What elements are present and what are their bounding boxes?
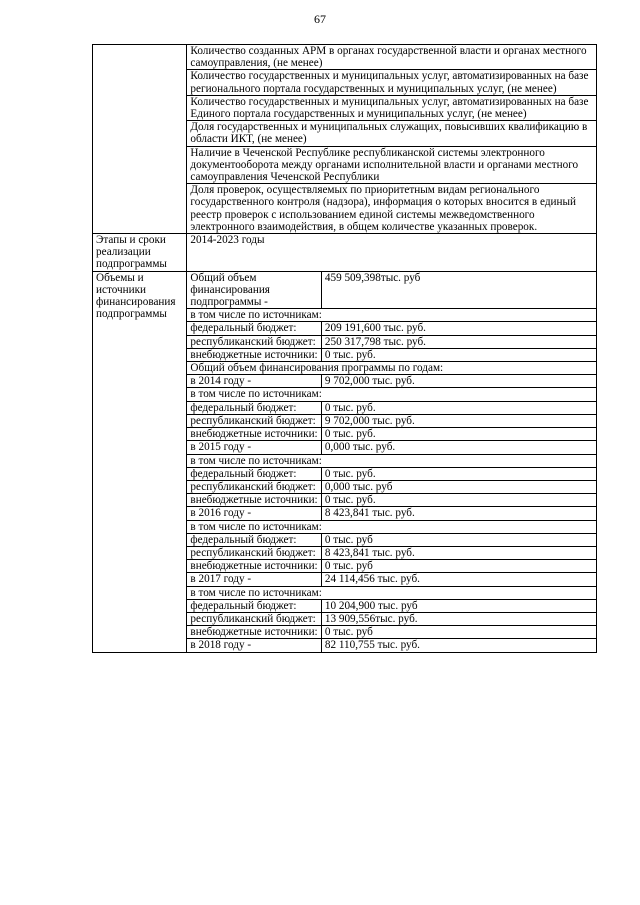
row-label: Общий объем финансирования подпрограммы - bbox=[187, 271, 321, 309]
stages-row bbox=[93, 234, 597, 272]
indicator-text: Доля проверок, осуществляемых по приоритетным видам регионального государственного контроля (надзора), информация о которых вносится в единый реестр проверок с использованием единой системы межведомственного электронного взаимодействия, в общем количестве указанных проверок. bbox=[187, 184, 597, 234]
row-value: 0 тыс. руб. bbox=[321, 401, 596, 414]
row-value: 9 702,000 тыс. руб. bbox=[321, 375, 596, 388]
row-label: в 2017 году - bbox=[187, 573, 321, 586]
row-value: 0 тыс. руб. bbox=[321, 467, 596, 480]
row-value: 10 204,900 тыс. руб bbox=[321, 599, 596, 612]
indicator-row bbox=[93, 45, 597, 70]
row-label: внебюджетные источники: bbox=[187, 626, 321, 639]
row-label: внебюджетные источники: bbox=[187, 560, 321, 573]
table-body bbox=[93, 45, 597, 653]
funding-label: Объемы и источники финансирования подпрограммы bbox=[93, 271, 187, 652]
stages-label: Этапы и сроки реализации подпрограммы bbox=[93, 234, 187, 272]
row-value: 0 тыс. руб. bbox=[321, 494, 596, 507]
row-value: 13 909,556тыс. руб. bbox=[321, 612, 596, 625]
section-header: в том числе по источникам: bbox=[187, 454, 597, 467]
empty-label-cell bbox=[93, 45, 187, 234]
row-label: республиканский бюджет: bbox=[187, 480, 321, 493]
row-label: федеральный бюджет: bbox=[187, 322, 321, 335]
row-label: в 2014 году - bbox=[187, 375, 321, 388]
indicator-text: Количество созданных АРМ в органах государственной власти и органах местного самоуправления, (не менее) bbox=[187, 45, 597, 70]
indicator-text: Наличие в Чеченской Республике республиканской системы электронного документооборота между органами исполнительной власти и органами местного самоуправления Чеченской Республики bbox=[187, 146, 597, 184]
row-label: республиканский бюджет: bbox=[187, 335, 321, 348]
row-label: федеральный бюджет: bbox=[187, 401, 321, 414]
row-label: в 2015 году - bbox=[187, 441, 321, 454]
row-value: 8 423,841 тыс. руб. bbox=[321, 546, 596, 559]
row-label: республиканский бюджет: bbox=[187, 612, 321, 625]
row-value: 0,000 тыс. руб bbox=[321, 480, 596, 493]
row-value: 0 тыс. руб bbox=[321, 626, 596, 639]
row-label: внебюджетные источники: bbox=[187, 494, 321, 507]
section-header: Общий объем финансирования программы по годам: bbox=[187, 362, 597, 375]
row-value: 24 114,456 тыс. руб. bbox=[321, 573, 596, 586]
row-value: 209 191,600 тыс. руб. bbox=[321, 322, 596, 335]
row-label: в 2016 году - bbox=[187, 507, 321, 520]
section-header: в том числе по источникам: bbox=[187, 309, 597, 322]
indicator-text: Количество государственных и муниципальных услуг, автоматизированных на базе регионального портала государственных и муниципальных услуг, (не менее) bbox=[187, 70, 597, 95]
page-number: 67 bbox=[314, 12, 326, 26]
section-header: в том числе по источникам: bbox=[187, 388, 597, 401]
row-value: 0 тыс. руб bbox=[321, 533, 596, 546]
row-value: 9 702,000 тыс. руб. bbox=[321, 414, 596, 427]
passport-table bbox=[92, 44, 597, 653]
row-value: 0 тыс. руб bbox=[321, 560, 596, 573]
row-label: федеральный бюджет: bbox=[187, 533, 321, 546]
indicator-text: Количество государственных и муниципальных услуг, автоматизированных на базе Единого портала государственных и муниципальных услуг, (не менее) bbox=[187, 95, 597, 120]
indicator-text: Доля государственных и муниципальных служащих, повысивших квалификацию в области ИКТ, (не менее) bbox=[187, 121, 597, 146]
row-label: внебюджетные источники: bbox=[187, 348, 321, 361]
row-value: 0,000 тыс. руб. bbox=[321, 441, 596, 454]
stages-value: 2014-2023 годы bbox=[187, 234, 597, 272]
section-header: в том числе по источникам: bbox=[187, 520, 597, 533]
row-label: республиканский бюджет: bbox=[187, 414, 321, 427]
row-label: внебюджетные источники: bbox=[187, 428, 321, 441]
row-label: федеральный бюджет: bbox=[187, 599, 321, 612]
row-value: 0 тыс. руб. bbox=[321, 428, 596, 441]
row-value: 459 509,398тыс. руб bbox=[321, 271, 596, 309]
row-label: в 2018 году - bbox=[187, 639, 321, 652]
row-value: 82 110,755 тыс. руб. bbox=[321, 639, 596, 652]
row-label: республиканский бюджет: bbox=[187, 546, 321, 559]
funding-total-row bbox=[93, 271, 597, 309]
row-label: федеральный бюджет: bbox=[187, 467, 321, 480]
row-value: 0 тыс. руб. bbox=[321, 348, 596, 361]
row-value: 250 317,798 тыс. руб. bbox=[321, 335, 596, 348]
section-header: в том числе по источникам: bbox=[187, 586, 597, 599]
row-value: 8 423,841 тыс. руб. bbox=[321, 507, 596, 520]
